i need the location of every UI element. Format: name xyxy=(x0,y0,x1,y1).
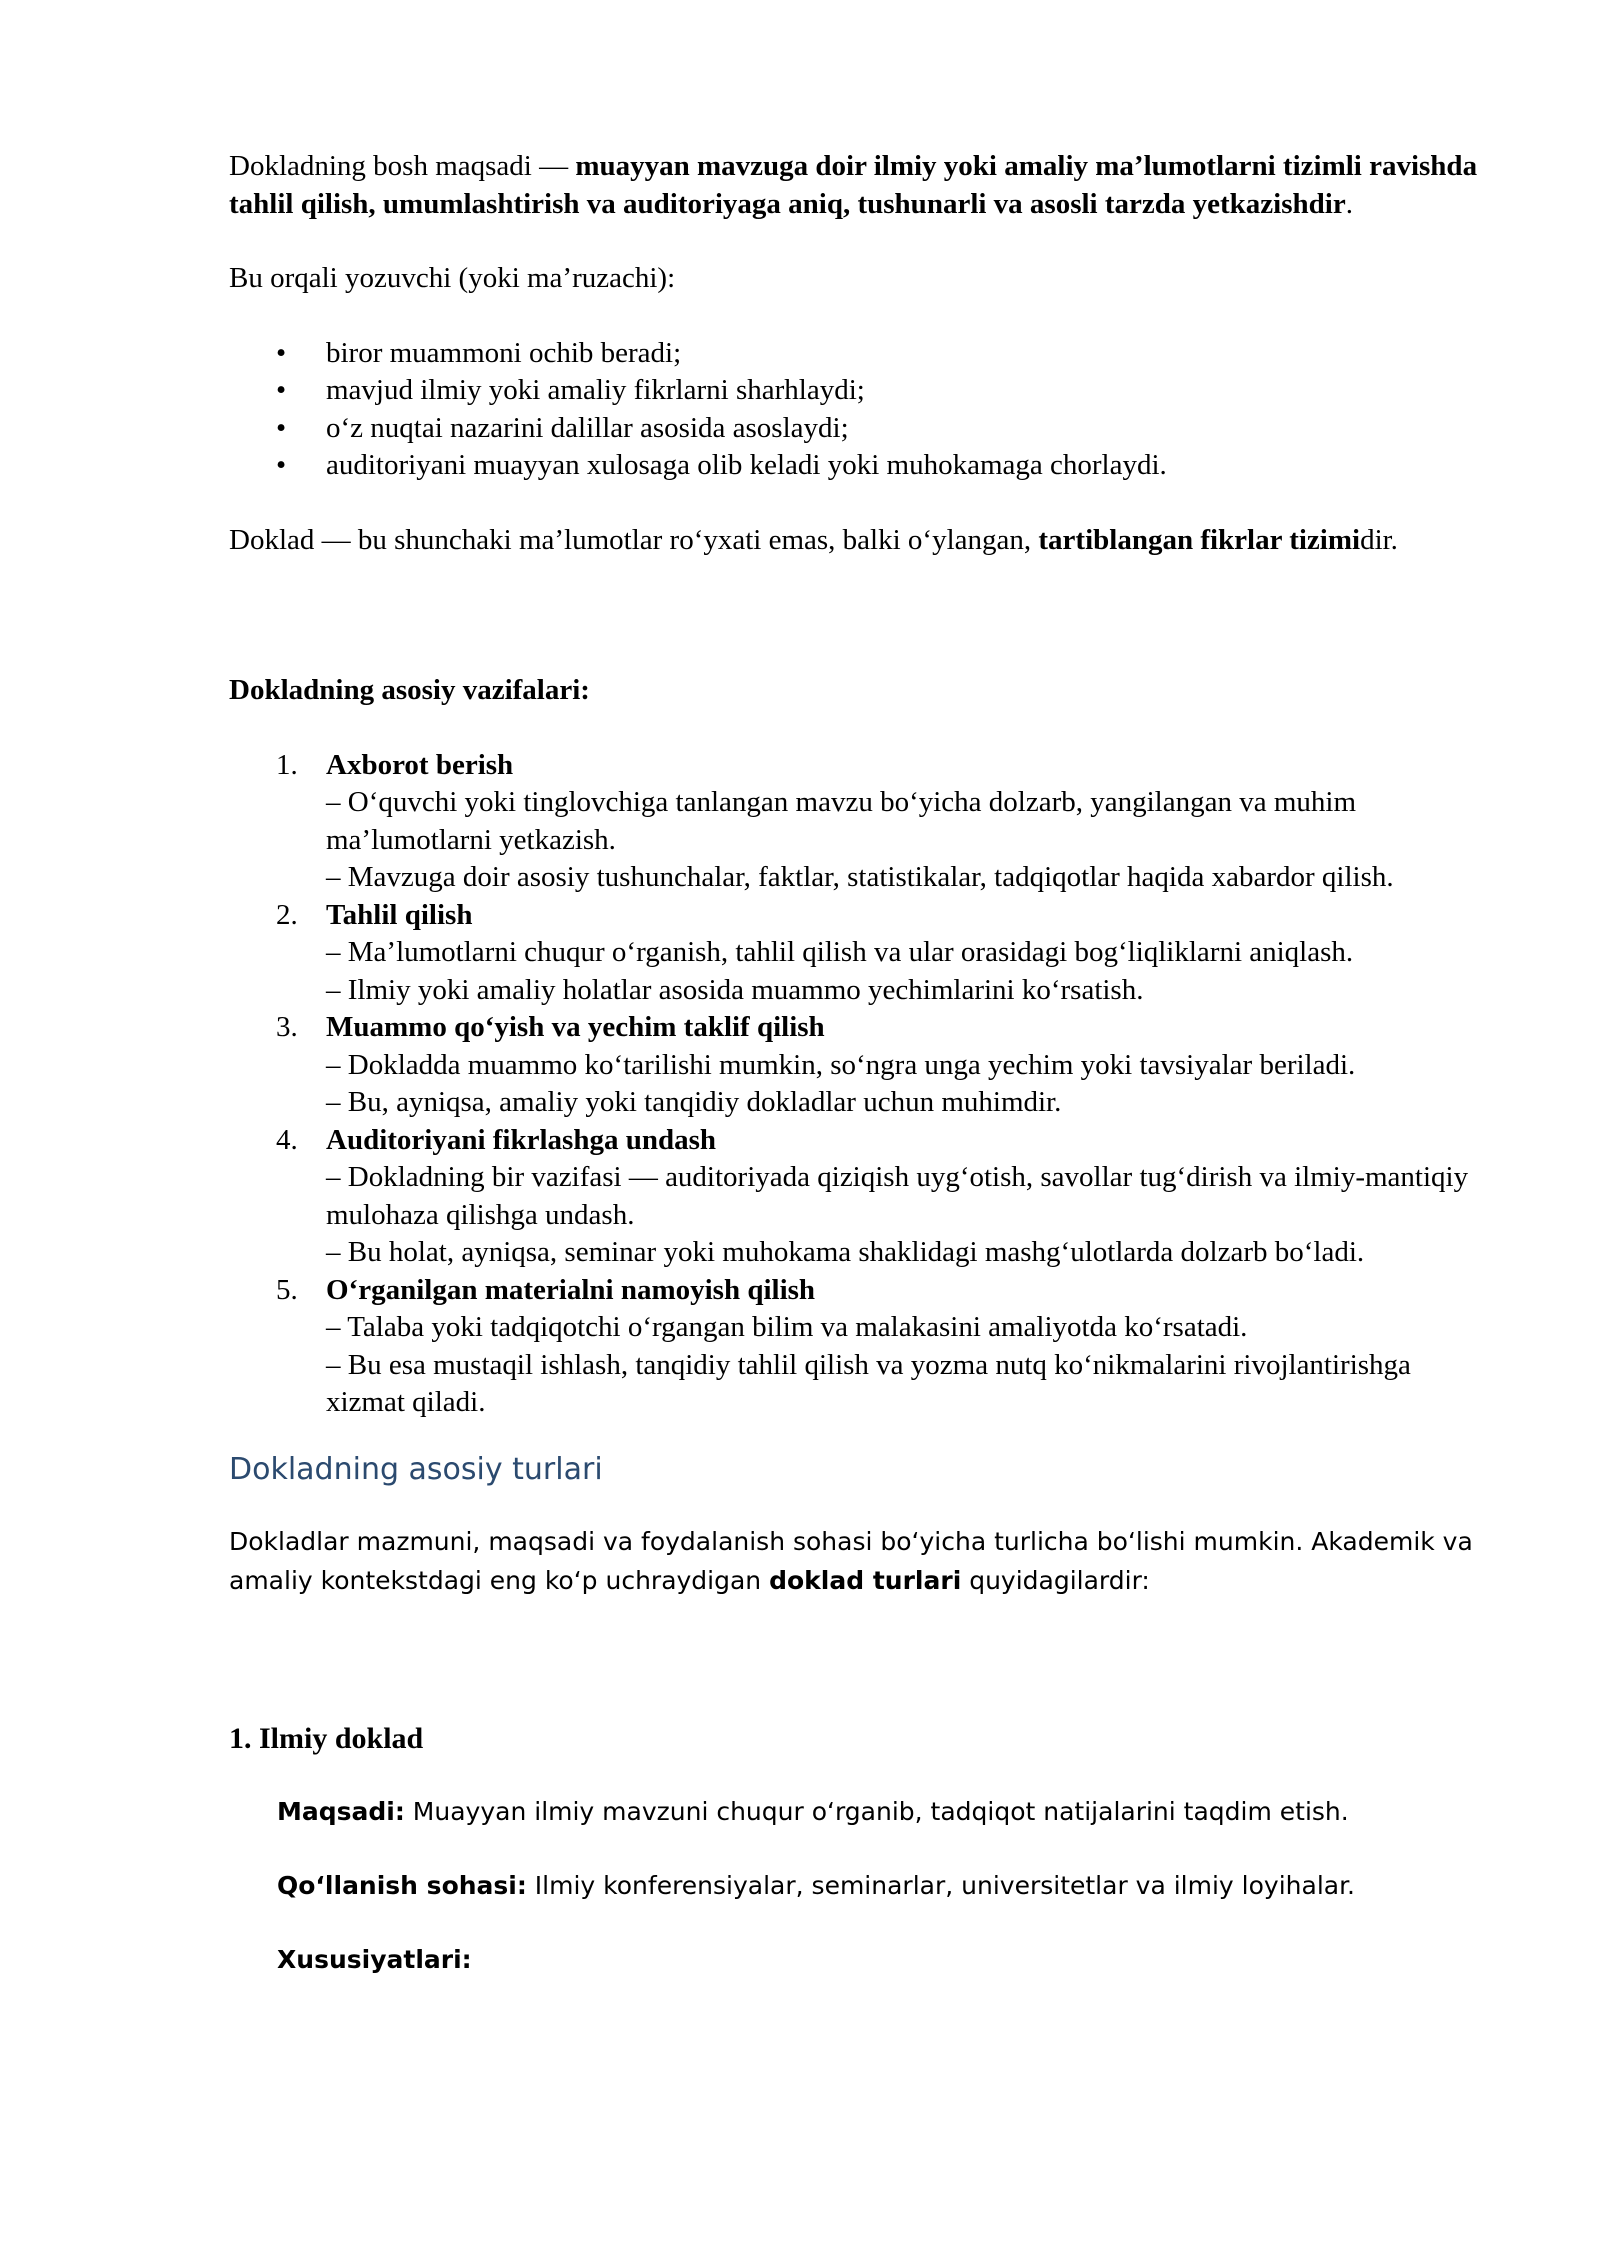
task-title: Auditoriyani fikrlashga undash xyxy=(326,1123,717,1156)
field-text: Muayyan ilmiy mavzuni chuqur o‘rganib, tadqiqot natijalarini taqdim etish. xyxy=(404,1797,1349,1826)
types-plain: Dokladlar mazmuni, maqsadi va foydalanish sohasi bo‘yicha turlicha bo‘lishi mumkin. Akademik va amaliy kontekstdagi eng ko‘p uchraydigan xyxy=(229,1526,1473,1595)
field-maqsad xyxy=(229,1793,1480,1831)
task-item xyxy=(276,897,1480,1010)
tasks-heading: Dokladning asosiy vazifalari: xyxy=(229,674,590,706)
section-heading-types: Dokladning asosiy turlari xyxy=(229,1451,603,1487)
field-label: Maqsadi: xyxy=(277,1797,405,1826)
subsection-title: 1. Ilmiy doklad xyxy=(229,1721,424,1755)
intro-paragraph xyxy=(229,148,1480,223)
task-item xyxy=(276,1009,1480,1122)
list-item: • mavjud ilmiy yoki amaliy fikrlarni sharhlaydi; xyxy=(326,372,1480,410)
task-item xyxy=(276,747,1480,897)
task-title: Tahlil qilish xyxy=(326,898,473,931)
task-line: – Bu, ayniqsa, amaliy yoki tanqidiy dokladlar uchun muhimdir. xyxy=(326,1086,1062,1118)
task-line: – Mavzuga doir asosiy tushunchalar, faktlar, statistikalar, tadqiqotlar haqida xabardor qilish. xyxy=(326,861,1394,893)
intro-bold: muayyan mavzuga doir ilmiy yoki amaliy ma’lumotlarni tizimli ravishda tahlil qilish, umumlashtirish va auditoriyaga aniq, tushunarli va asosli tarzda yetkazishdir xyxy=(229,150,1478,220)
task-item xyxy=(276,1272,1480,1422)
task-item xyxy=(276,1122,1480,1272)
bullet-list xyxy=(229,335,1480,485)
field-soha xyxy=(229,1867,1480,1905)
summary-bold: tartiblangan fikrlar tizimi xyxy=(1038,523,1361,556)
task-number: 5. xyxy=(276,1273,298,1306)
tasks-list xyxy=(229,747,1480,1422)
task-title: Muammo qo‘yish va yechim taklif qilish xyxy=(326,1011,825,1043)
field-xususiyat xyxy=(229,1941,1480,1979)
field-text: Ilmiy konferensiyalar, seminarlar, universitetlar va ilmiy loyihalar. xyxy=(526,1871,1356,1900)
list-item: • biror muammoni ochib beradi; xyxy=(326,335,1480,373)
field-label: Qo‘llanish sohasi: xyxy=(277,1871,527,1900)
task-title: Axborot berish xyxy=(326,748,514,781)
list-item: • auditoriyani muayyan xulosaga olib keladi yoki muhokamaga chorlaydi. xyxy=(326,447,1480,485)
task-line: – Talaba yoki tadqiqotchi o‘rgangan bilim va malakasini amaliyotda ko‘rsatadi. xyxy=(326,1311,1248,1343)
summary-paragraph xyxy=(229,522,1480,560)
lead-paragraph: Bu orqali yozuvchi (yoki ma’ruzachi): xyxy=(229,262,676,294)
task-line: – Dokladda muammo ko‘tarilishi mumkin, so‘ngra unga yechim yoki tavsiyalar beriladi. xyxy=(326,1048,1356,1081)
types-end: quyidagilardir: xyxy=(961,1565,1150,1595)
task-line: – Ilmiy yoki amaliy holatlar asosida muammo yechimlarini ko‘rsatish. xyxy=(326,973,1144,1006)
task-number: 1. xyxy=(276,748,298,781)
task-line: – Dokladning bir vazifasi — auditoriyada qiziqish uyg‘otish, savollar tug‘dirish va ilmiy-mantiqiy mulohaza qilishga undash. xyxy=(326,1161,1469,1231)
summary-plain: Doklad — bu shunchaki ma’lumotlar ro‘yxati emas, balki o‘ylangan, xyxy=(229,523,1039,556)
intro-end: . xyxy=(1345,187,1353,220)
task-line: – Bu esa mustaqil ishlash, tanqidiy tahlil qilish va yozma nutq ko‘nikmalarini rivojlantirishga xizmat qiladi. xyxy=(326,1348,1411,1418)
types-paragraph xyxy=(229,1522,1480,1600)
field-label: Xususiyatlari: xyxy=(277,1945,472,1974)
task-number: 2. xyxy=(276,898,298,931)
types-bold: doklad turlari xyxy=(769,1565,962,1595)
summary-end: dir. xyxy=(1360,523,1398,556)
task-line: – Ma’lumotlarni chuqur o‘rganish, tahlil qilish va ular orasidagi bog‘liqliklarni aniqlash. xyxy=(326,936,1354,968)
task-number: 4. xyxy=(276,1123,298,1156)
list-item: • o‘z nuqtai nazarini dalillar asosida asoslaydi; xyxy=(326,410,1480,448)
task-number: 3. xyxy=(276,1011,298,1043)
task-line: – Bu holat, ayniqsa, seminar yoki muhokama shaklidagi mashg‘ulotlarda dolzarb bo‘ladi. xyxy=(326,1236,1365,1268)
intro-plain: Dokladning bosh maqsadi — xyxy=(229,150,576,182)
task-line: – O‘quvchi yoki tinglovchiga tanlangan mavzu bo‘yicha dolzarb, yangilangan va muhim ma’lumotlarni yetkazish. xyxy=(326,786,1357,856)
task-title: O‘rganilgan materialni namoyish qilish xyxy=(326,1273,816,1306)
